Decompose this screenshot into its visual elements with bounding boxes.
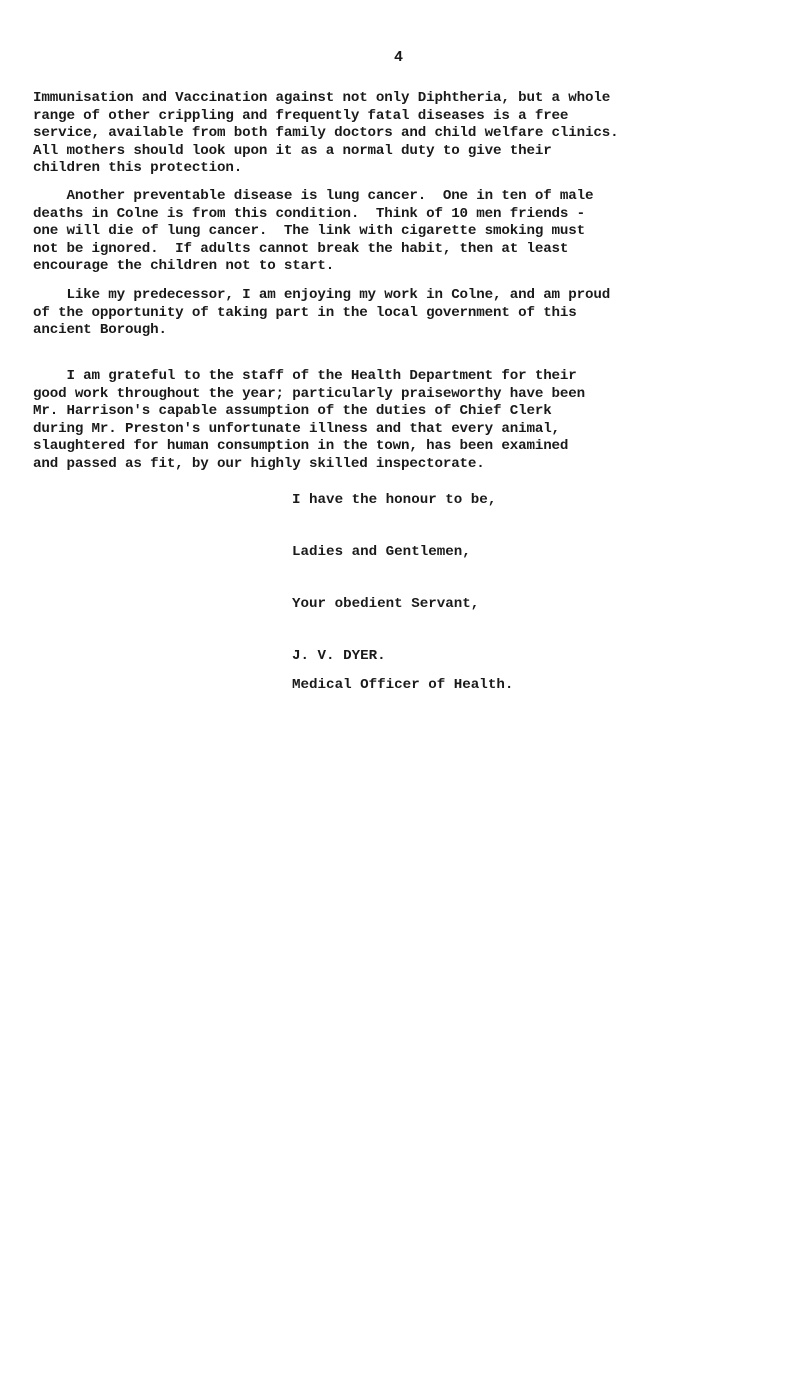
text-line: one will die of lung cancer. The link with cigarette smoking must	[33, 223, 586, 239]
text-line: Like my predecessor, I am enjoying my work in Colne, and am proud	[33, 287, 611, 303]
text-line: service, available from both family doctors and child welfare clinics.	[33, 125, 619, 141]
signatory-title: Medical Officer of Health.	[292, 677, 514, 693]
page-number: 4	[394, 49, 404, 66]
text-line: I am grateful to the staff of the Health Department for their	[33, 368, 577, 384]
paragraph-predecessor	[33, 287, 773, 340]
text-line: of the opportunity of taking part in the local government of this	[33, 304, 577, 321]
text-line: range of other crippling and frequently fatal diseases is a free	[33, 107, 569, 124]
text-line: All mothers should look upon it as a normal duty to give their	[33, 142, 552, 159]
closing-salutation: Ladies and Gentlemen,	[292, 544, 471, 560]
text-line: not be ignored. If adults cannot break the habit, then at least	[33, 240, 569, 257]
text-line: slaughtered for human consumption in the town, has been examined	[33, 438, 569, 454]
text-line: deaths in Colne is from this condition. Think of 10 men friends -	[33, 205, 586, 222]
text-line: Mr. Harrison's capable assumption of the duties of Chief Clerk	[33, 403, 552, 419]
text-line: Another preventable disease is lung cancer. One in ten of male	[33, 188, 594, 204]
signatory-name: J. V. DYER.	[292, 648, 386, 664]
text-line: and passed as fit, by our highly skilled inspectorate.	[33, 455, 485, 472]
paragraph-staff-thanks	[33, 368, 773, 473]
closing-valediction: Your obedient Servant,	[292, 596, 480, 612]
text-line: Immunisation and Vaccination against not only Diphtheria, but a whole	[33, 90, 611, 106]
text-line: ancient Borough.	[33, 322, 167, 338]
text-line: children this protection.	[33, 160, 243, 176]
closing-honour: I have the honour to be,	[292, 492, 497, 508]
paragraph-immunisation	[33, 90, 773, 178]
text-line: encourage the children not to start.	[33, 258, 335, 274]
text-line: good work throughout the year; particularly praiseworthy have been	[33, 385, 586, 402]
text-line: during Mr. Preston's unfortunate illness and that every animal,	[33, 420, 560, 437]
paragraph-lung-cancer	[33, 188, 773, 276]
